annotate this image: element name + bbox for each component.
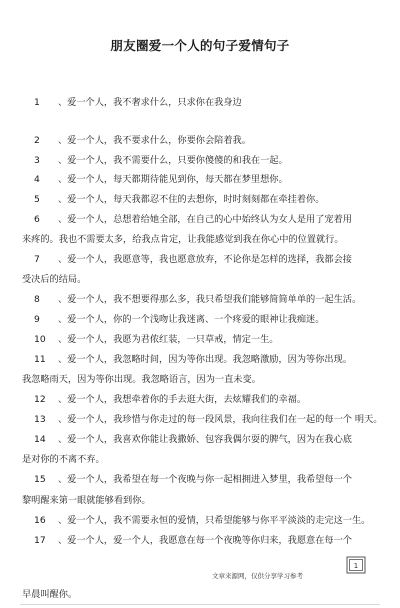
sentence-number: 2 [34,135,40,146]
footer-note: 文章来源网，仅供分享学习参考 [212,572,303,580]
sentence-text: 、爱一个人，每天我都忍不住的去想你，时时刻刻都在牵挂着你。 [58,194,325,205]
sentence-item [22,97,392,109]
sentence-continuation: 来疼的。我也不需要太多，给我点肯定，让我能感觉到我在你心中的位置就行。 [22,234,344,245]
sentence-text: 、爱一个人，我不需要什么，只要你傻傻的和我在一起。 [58,155,288,166]
sentence-continuation: 是对你的不离不弃。 [22,454,105,465]
sentence-number: 17 [34,535,46,546]
sentence-text: 、爱一个人，我珍惜与你走过的每一段风景，我向往我们在一起的每一个 明天。 [58,414,383,425]
sentence-number: 3 [34,155,40,166]
sentence-continuation: 早晨叫醒你。 [22,589,78,600]
sentence-item [22,394,392,406]
sentence-number: 11 [34,354,46,365]
sentence-continuation: 受决后的结局。 [22,274,87,285]
sentence-item [22,174,392,186]
sentence-text: 、爱一个人，我不奢求什么，只求你在我身边 [58,97,242,108]
sentence-item [22,515,392,527]
sentence-text: 、爱一个人，我不要求什么，你要你会陪着我。 [58,135,251,146]
page-number-badge [346,556,366,574]
page-badge-number: 1 [353,562,359,570]
sentence-item [22,474,392,486]
sentence-number: 6 [34,214,40,225]
sentence-text: 、爱一个人，你的一个浅吻让我迷离、一个疼爱的眼神让我痴迷。 [58,314,325,325]
sentence-item [22,334,392,346]
sentence-continuation: 黎明醒来第一眼就能够看到你。 [22,495,151,506]
sentence-item [22,155,392,167]
sentence-text: 、爱一个人，爱一个人，我愿意在每一个夜晚等你归来，我愿意在每一个 [58,535,352,546]
sentence-number: 1 [34,97,40,108]
document-title: 朋友圈爱一个人的句子爱情句子 [110,38,290,53]
sentence-text: 、爱一个人，我不需要永恒的爱情，只希望能够与你平平淡淡的走完这一生。 [58,515,371,526]
sentence-item [22,314,392,326]
sentence-number: 15 [34,474,46,485]
sentence-item [22,194,392,206]
sentence-text: 、爱一个人，我希望在每一个夜晚与你一起相拥进入梦里，我希望每一个 [58,474,352,485]
sentence-item [22,214,392,226]
sentence-number: 12 [34,394,46,405]
sentence-text: 、爱一个人，我喜欢你能让我撒娇、包容我偶尔耍的脾气，因为在我心底 [58,434,352,445]
sentence-number: 5 [34,194,40,205]
sentence-number: 8 [34,294,40,305]
sentence-item [22,535,392,547]
sentence-item [22,135,392,147]
sentence-item [22,254,392,266]
sentence-item [22,414,392,426]
sentence-text: 、爱一个人，我愿意等，我也愿意放弃，不论你是怎样的选择，我都会接 [58,254,352,265]
sentence-text: 、爱一个人，总想着给她全部，在自己的心中始终认为女人是用了宠着用 [58,214,352,225]
sentence-number: 16 [34,515,46,526]
sentence-item [22,434,392,446]
sentence-continuation: 我忽略雨天，因为等你出现。我忽略语言，因为一直未变。 [22,374,261,385]
sentence-number: 7 [34,254,40,265]
sentence-item [22,354,392,366]
sentence-text: 、爱一个人，我不想要得那么多，我只希望我们能够简简单单的一起生活。 [58,294,362,305]
sentence-text: 、爱一个人，每天都期待能见到你，每天都在梦里想你。 [58,174,288,185]
sentence-number: 4 [34,174,40,185]
sentence-number: 9 [34,314,40,325]
sentence-number: 14 [34,434,46,445]
sentence-item [22,294,392,306]
sentence-number: 13 [34,414,46,425]
sentence-number: 10 [34,334,46,345]
sentence-text: 、爱一个人，我想牵着你的手去逛大街，去炫耀我们的幸福。 [58,394,307,405]
bottom-rule [20,604,380,605]
sentence-text: 、爱一个人，我愿为君侬红装，一只草戒，情定一生。 [58,334,279,345]
page-badge-frame-icon [346,556,366,574]
sentence-text: 、爱一个人，我忽略时间，因为等你出现。我忽略激励，因为等你出现。 [58,354,352,365]
